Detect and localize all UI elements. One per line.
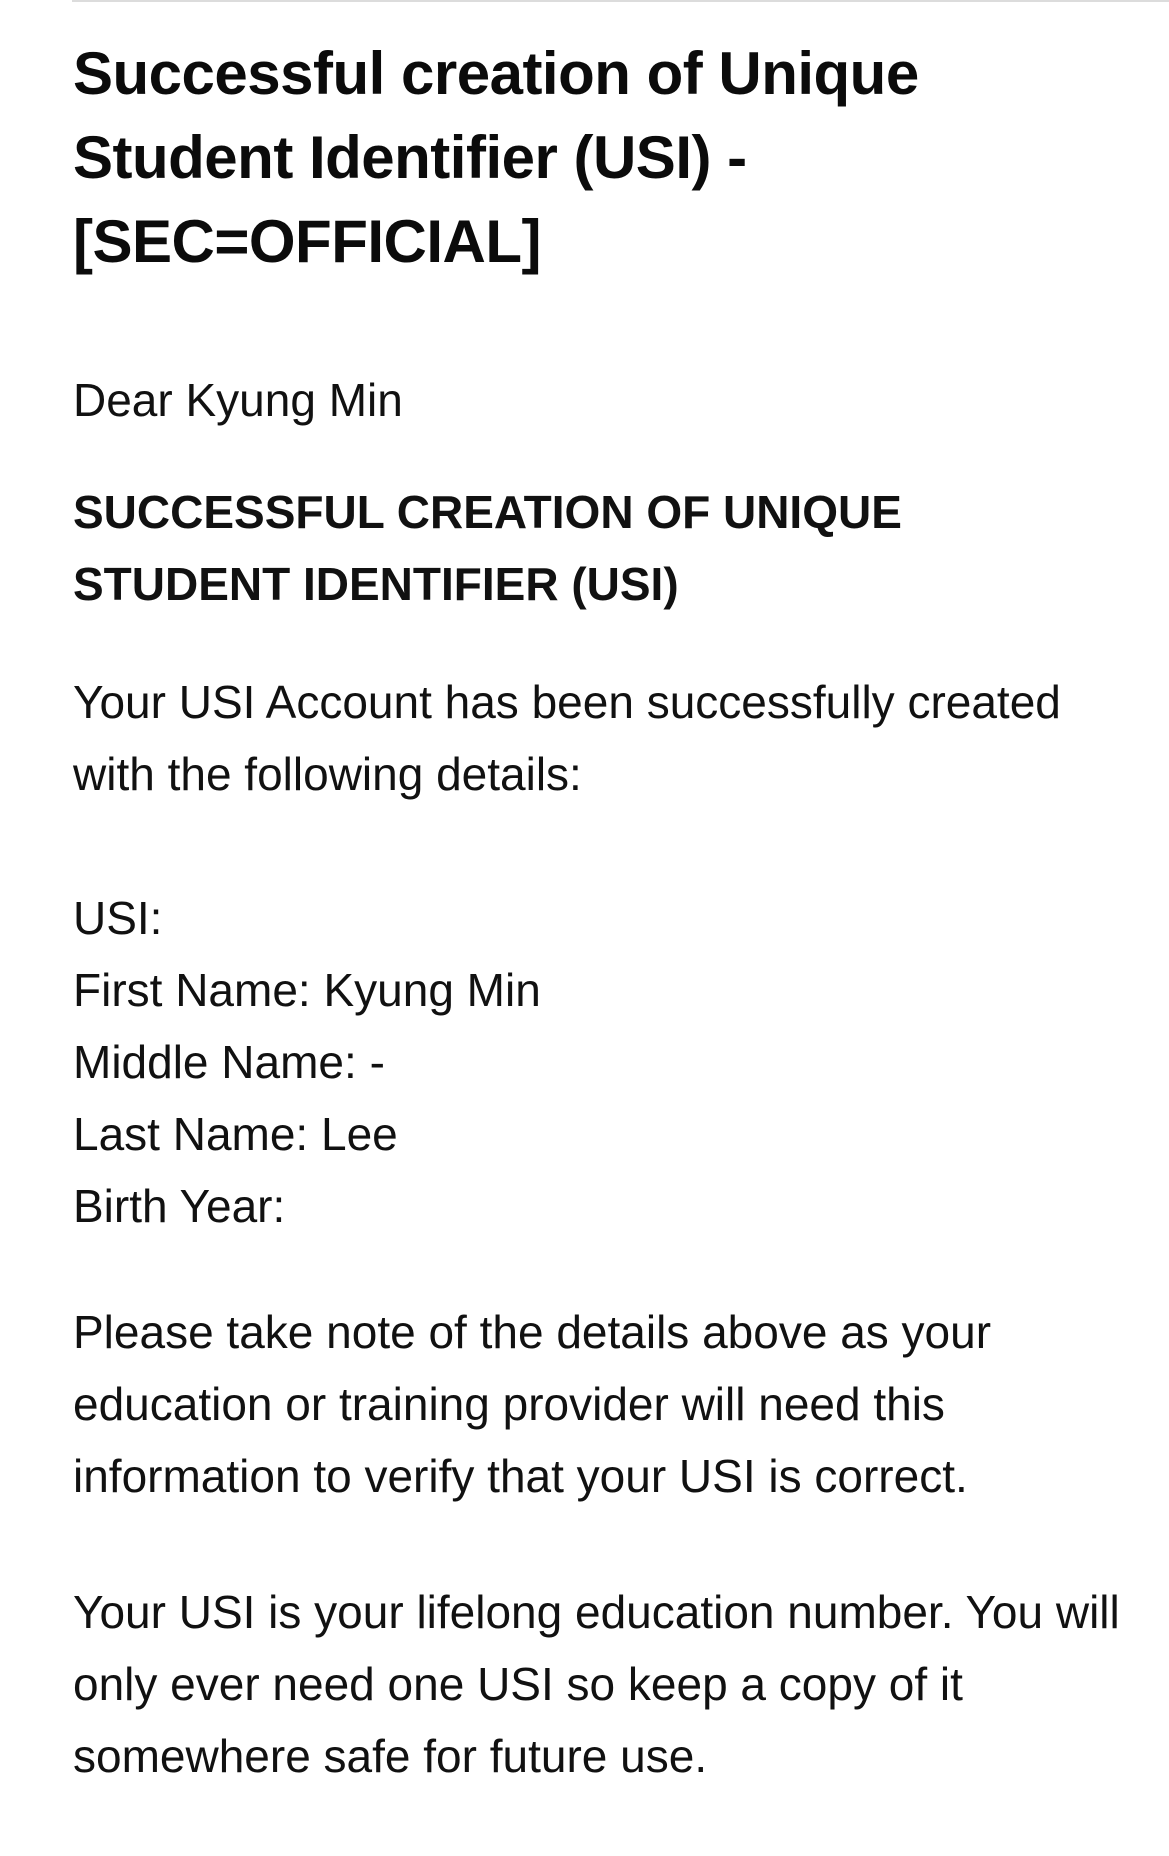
birth-year-row bbox=[73, 1170, 1133, 1242]
greeting: Dear Kyung Min bbox=[73, 374, 403, 426]
birth-year-label: Birth Year: bbox=[73, 1180, 286, 1232]
last-name-row bbox=[73, 1098, 1133, 1170]
intro-paragraph: Your USI Account has been successfully created with the following details: bbox=[73, 676, 1061, 800]
note-paragraph: Please take note of the details above as your education or training provider will need this information to verify that your USI is correct. bbox=[73, 1306, 992, 1502]
birth-year-value bbox=[298, 1190, 418, 1230]
middle-name-value: - bbox=[369, 1036, 385, 1088]
header-divider bbox=[72, 0, 1169, 2]
middle-name-label: Middle Name: bbox=[73, 1036, 357, 1088]
body-heading: SUCCESSFUL CREATION OF UNIQUE STUDENT IDENTIFIER (USI) bbox=[73, 486, 902, 610]
middle-name-row bbox=[73, 1026, 1133, 1098]
first-name-value: Kyung Min bbox=[323, 964, 541, 1016]
usi-label: USI: bbox=[73, 892, 163, 944]
usi-row bbox=[73, 882, 1133, 954]
email-subject: Successful creation of Unique Student Identifier (USI) - [SEC=OFFICIAL] bbox=[73, 40, 919, 275]
email-body bbox=[73, 32, 1133, 1856]
first-name-label: First Name: bbox=[73, 964, 311, 1016]
last-name-label: Last Name: bbox=[73, 1108, 309, 1160]
account-details bbox=[73, 882, 1133, 1242]
usi-value bbox=[175, 902, 295, 942]
first-name-row bbox=[73, 954, 1133, 1026]
lifelong-paragraph: Your USI is your lifelong education number. You will only ever need one USI so keep a copy of it somewhere safe for future use. bbox=[73, 1586, 1120, 1782]
last-name-value: Lee bbox=[321, 1108, 398, 1160]
